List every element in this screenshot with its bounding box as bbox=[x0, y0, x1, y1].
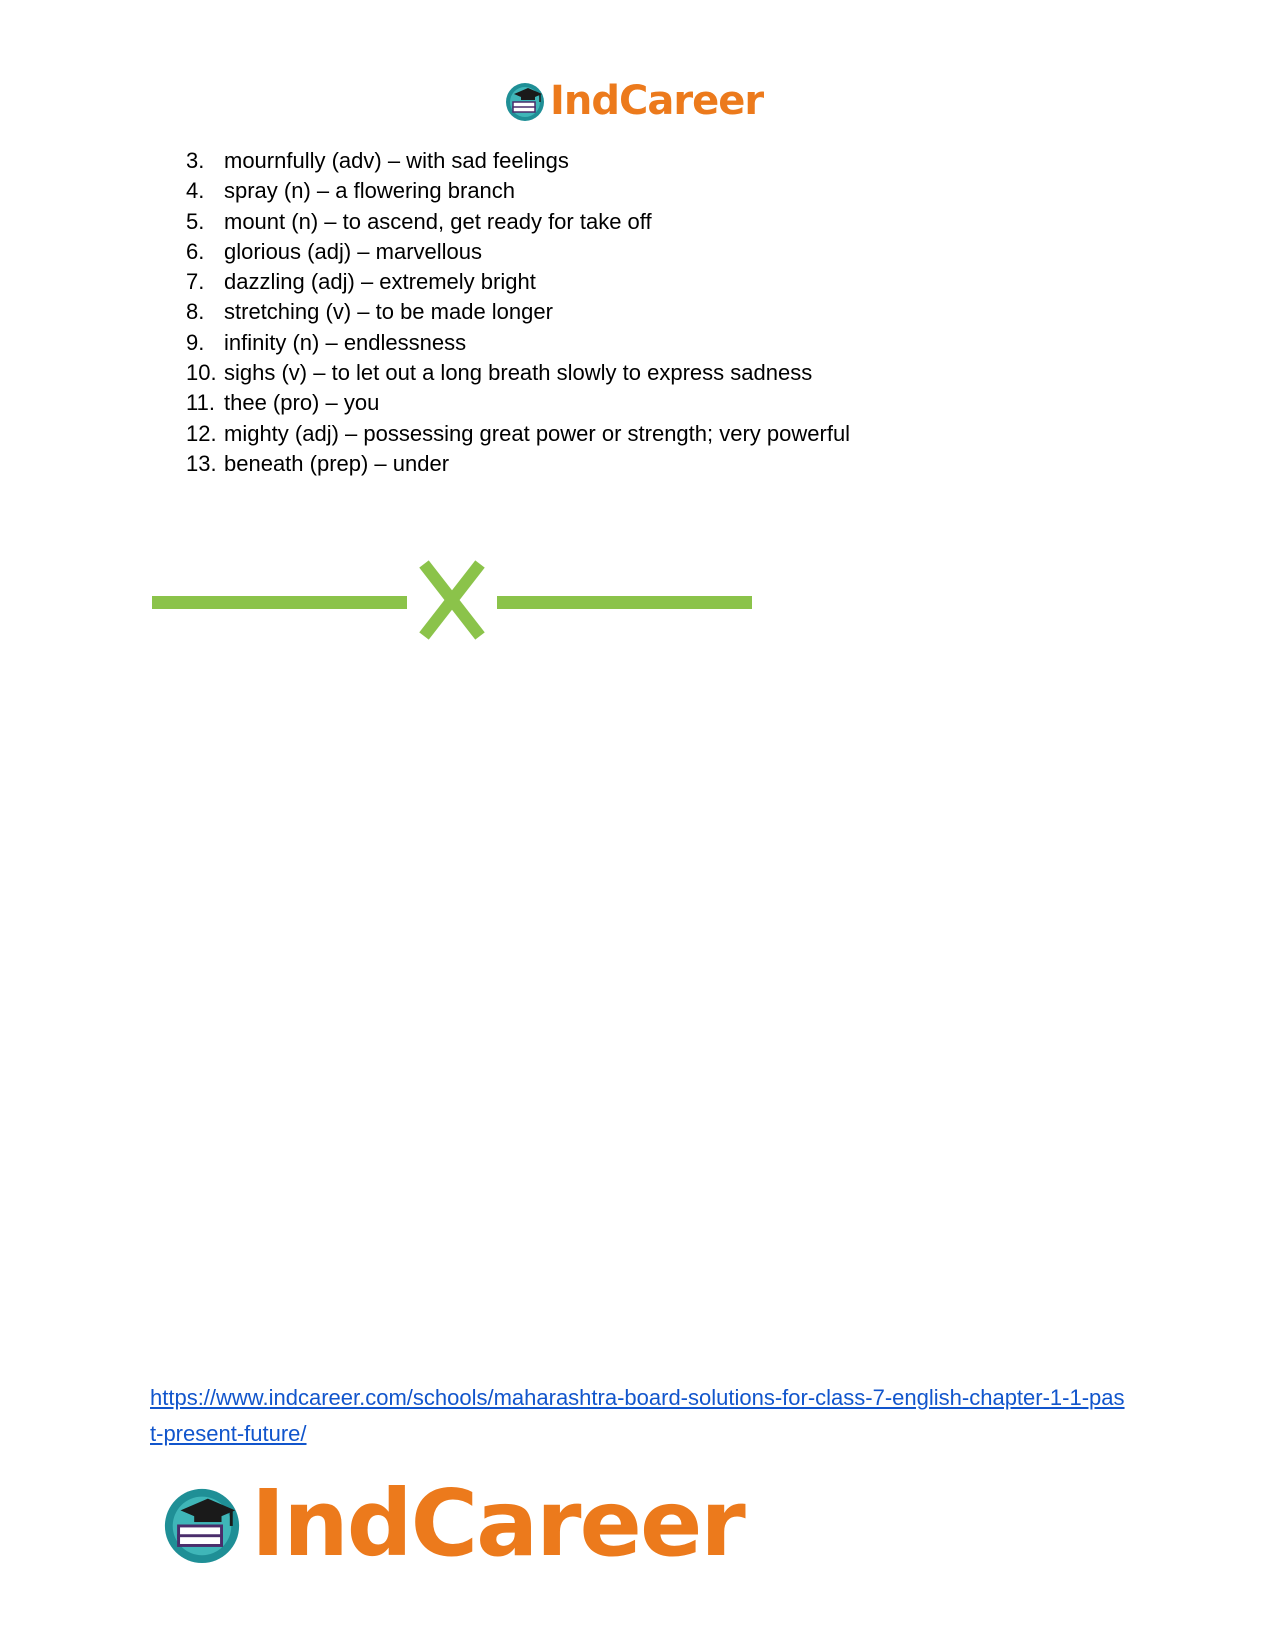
list-item bbox=[186, 267, 850, 297]
section-divider bbox=[152, 560, 752, 645]
list-item-number: 11. bbox=[186, 390, 215, 416]
list-item-text: mighty (adj) – possessing great power or strength; very powerful bbox=[224, 420, 851, 446]
list-item-number: 7. bbox=[186, 269, 205, 295]
header-logo bbox=[504, 78, 763, 124]
list-item-text: thee (pro) – you bbox=[224, 390, 380, 416]
list-item bbox=[186, 358, 850, 388]
list-item-number: 9. bbox=[186, 329, 205, 355]
list-item-text: mount (n) – to ascend, get ready for take off bbox=[224, 208, 652, 234]
list-item bbox=[186, 207, 850, 237]
list-item bbox=[186, 176, 850, 206]
list-item bbox=[186, 146, 850, 176]
list-item-number: 6. bbox=[186, 238, 205, 264]
list-item-text: dazzling (adj) – extremely bright bbox=[224, 269, 536, 295]
list-item-text: beneath (prep) – under bbox=[224, 450, 450, 476]
list-item-number: 10. bbox=[186, 360, 217, 386]
list-item-number: 13. bbox=[186, 450, 217, 476]
list-item-number: 3. bbox=[186, 148, 205, 173]
list-item bbox=[186, 419, 850, 449]
list-item-text: stretching (v) – to be made longer bbox=[224, 299, 553, 325]
list-item bbox=[186, 388, 850, 418]
list-item bbox=[186, 237, 850, 267]
list-item-number: 12. bbox=[186, 420, 217, 446]
graduation-book-globe-icon bbox=[504, 80, 546, 122]
divider-line-left bbox=[152, 596, 407, 609]
list-item-number: 5. bbox=[186, 208, 205, 234]
divider-line-right bbox=[497, 596, 752, 609]
source-link[interactable]: https://www.indcareer.com/schools/maharashtra-board-solutions-for-class-7-english-chapter-1-1-past-present-future/ bbox=[150, 1385, 1125, 1446]
footer-logo-text: IndCareer bbox=[251, 1470, 744, 1577]
list-item-number: 8. bbox=[186, 299, 205, 325]
header-logo-text: IndCareer bbox=[550, 78, 764, 124]
list-item bbox=[186, 449, 850, 479]
cross-icon bbox=[424, 564, 480, 636]
list-item-text: mournfully (adv) – with sad feelings bbox=[224, 148, 569, 173]
list-item-text: glorious (adj) – marvellous bbox=[224, 238, 482, 264]
list-item-number: 4. bbox=[186, 178, 205, 204]
list-item-text: spray (n) – a flowering branch bbox=[224, 178, 516, 204]
list-item-text: sighs (v) – to let out a long breath slowly to express sadness bbox=[224, 360, 813, 386]
footer-logo bbox=[161, 1470, 744, 1577]
list-item bbox=[186, 297, 850, 327]
list-item bbox=[186, 328, 850, 358]
graduation-book-globe-icon bbox=[161, 1483, 243, 1565]
vocabulary-list bbox=[186, 146, 850, 479]
list-item-text: infinity (n) – endlessness bbox=[224, 329, 467, 355]
